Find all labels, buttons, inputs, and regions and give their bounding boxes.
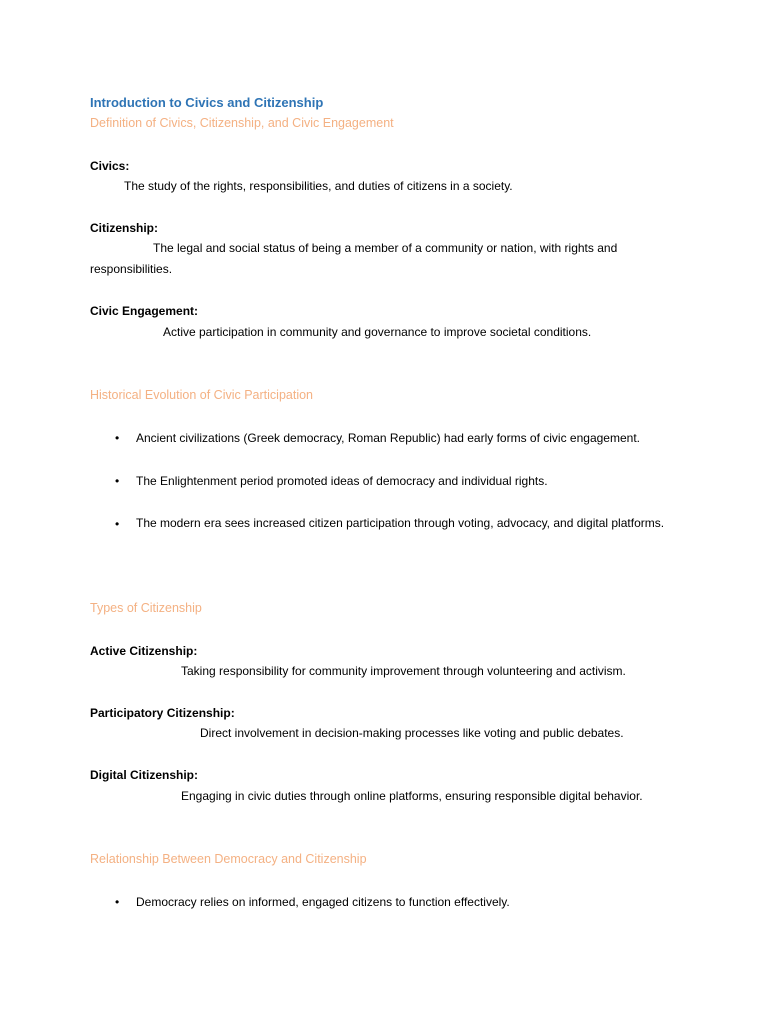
definition-digital-citizenship: Engaging in civic duties through online platforms, ensuring responsible digital behavior. xyxy=(181,789,643,803)
term-digital-citizenship: Digital Citizenship: xyxy=(90,768,198,782)
definition-participatory-citizenship: Direct involvement in decision-making processes like voting and public debates. xyxy=(200,726,624,740)
term-active-citizenship: Active Citizenship: xyxy=(90,644,198,658)
definition-citizenship: The legal and social status of being a member of a community or nation, with rights and responsibilities. xyxy=(90,241,618,276)
definition-civic-engagement: Active participation in community and governance to improve societal conditions. xyxy=(163,325,592,339)
definition-civics: The study of the rights, responsibilities, and duties of citizens in a society. xyxy=(124,179,513,193)
bullet-icon: • xyxy=(115,895,120,909)
bullet-icon: • xyxy=(115,474,120,488)
section-heading-types: Types of Citizenship xyxy=(90,601,202,615)
term-civic-engagement: Civic Engagement: xyxy=(90,304,199,318)
section-heading-definitions: Definition of Civics, Citizenship, and Civic Engagement xyxy=(90,116,394,130)
term-civics: Civics: xyxy=(90,159,130,173)
bullet-icon: • xyxy=(115,431,120,445)
term-participatory-citizenship: Participatory Citizenship: xyxy=(90,706,235,720)
section-heading-history: Historical Evolution of Civic Participation xyxy=(90,388,314,402)
list-item: Democracy relies on informed, engaged citizens to function effectively. xyxy=(136,895,510,909)
definition-active-citizenship: Taking responsibility for community improvement through volunteering and activism. xyxy=(181,664,626,678)
document-title: Introduction to Civics and Citizenship xyxy=(90,95,324,110)
section-heading-democracy: Relationship Between Democracy and Citizenship xyxy=(90,852,367,866)
bullet-icon: • xyxy=(115,517,120,531)
list-item: The Enlightenment period promoted ideas of democracy and individual rights. xyxy=(136,474,548,488)
list-item: Ancient civilizations (Greek democracy, Roman Republic) had early forms of civic engagement. xyxy=(136,431,640,445)
list-item: The modern era sees increased citizen participation through voting, advocacy, and digital platforms. xyxy=(136,516,665,530)
term-citizenship: Citizenship: xyxy=(90,221,158,235)
